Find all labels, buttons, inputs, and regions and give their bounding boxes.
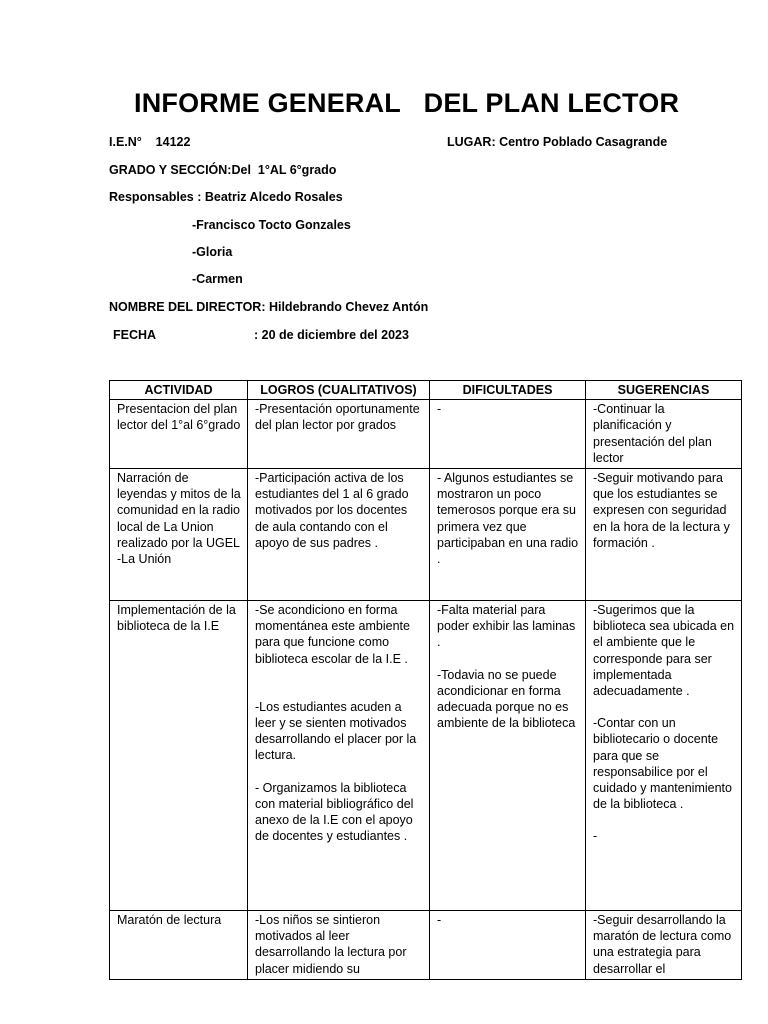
responsable-2: -Francisco Tocto Gonzales	[192, 218, 351, 232]
report-table	[109, 380, 742, 980]
cell-text: -Se acondiciono en forma momentánea este ambiente para que funcione como biblioteca escolar de la I.E .	[255, 603, 410, 666]
cell-sugerencias	[586, 400, 742, 469]
cell-text: Implementación de la biblioteca de la I.E	[117, 603, 236, 634]
cell-text: -	[593, 829, 598, 844]
cell-text: Narración de leyendas y mitos de la comunidad en la radio local de La Union realizado por la UGEL -La Unión	[117, 471, 241, 567]
cell-text: -Contar con un bibliotecario o docente para que se responsabilice por el cuidado y mantenimiento de la biblioteca .	[593, 716, 732, 812]
grado-seccion: GRADO Y SECCIÓN:Del 1°AL 6°grado	[109, 163, 337, 177]
header-actividad: ACTIVIDAD	[110, 381, 248, 400]
cell-text: - Algunos estudiantes se mostraron un poco temerosos porque era su primera vez que participaban en una radio .	[437, 471, 579, 567]
cell-text: -Falta material para poder exhibir las laminas .	[437, 603, 576, 650]
lugar: LUGAR: Centro Poblado Casagrande	[447, 135, 668, 149]
cell-logros	[248, 601, 430, 911]
ie-number: I.E.N° 14122	[109, 135, 191, 149]
cell-text: -	[437, 402, 442, 417]
cell-dificultades	[430, 469, 586, 601]
cell-actividad	[110, 601, 248, 911]
cell-text: -Los niños se sintieron motivados al leer desarrollando la lectura por placer midiendo su	[255, 913, 407, 976]
cell-logros	[248, 469, 430, 601]
table-row	[110, 400, 742, 469]
table-header-row	[110, 381, 742, 400]
cell-text: -Presentación oportunamente del plan lector por grados	[255, 402, 420, 433]
header-dificultades: DIFICULTADES	[430, 381, 586, 400]
cell-dificultades	[430, 911, 586, 980]
cell-text: -Sugerimos que la biblioteca sea ubicada en el ambiente que le corresponde para ser implementada adecuadamente .	[593, 603, 735, 699]
cell-text: -	[437, 913, 442, 928]
header-sugerencias: SUGERENCIAS	[586, 381, 742, 400]
fecha-label: FECHA	[113, 328, 157, 342]
cell-logros	[248, 400, 430, 469]
cell-text: -Continuar la planificación y presentación del plan lector	[593, 402, 712, 465]
cell-text: -Seguir motivando para que los estudiantes se expresen con seguridad en la hora de la lectura y formación .	[593, 471, 730, 550]
cell-text: Maratón de lectura	[117, 913, 222, 928]
responsables-line: Responsables : Beatriz Alcedo Rosales	[109, 190, 343, 204]
fecha-value: : 20 de diciembre del 2023	[254, 328, 409, 342]
cell-actividad	[110, 911, 248, 980]
cell-sugerencias	[586, 911, 742, 980]
cell-dificultades	[430, 400, 586, 469]
cell-text: -Participación activa de los estudiantes del 1 al 6 grado motivados por los docentes de aula contando con el apoyo de sus padres .	[255, 471, 409, 550]
cell-logros	[248, 911, 430, 980]
table-row	[110, 911, 742, 980]
table-row	[110, 469, 742, 601]
cell-text: -Todavia no se puede acondicionar en forma adecuada porque no es ambiente de la biblioteca	[437, 667, 576, 731]
table-row	[110, 601, 742, 911]
cell-actividad	[110, 400, 248, 469]
cell-actividad	[110, 469, 248, 601]
director-name: NOMBRE DEL DIRECTOR: Hildebrando Chevez Antón	[109, 300, 429, 314]
cell-text: -Los estudiantes acuden a leer y se sienten motivados desarrollando el placer por la lectura.	[255, 699, 417, 763]
responsable-4: -Carmen	[192, 272, 243, 286]
cell-text: Presentacion del plan lector del 1°al 6°grado	[117, 402, 241, 433]
header-logros: LOGROS (CUALITATIVOS)	[248, 381, 430, 400]
cell-dificultades	[430, 601, 586, 911]
cell-sugerencias	[586, 469, 742, 601]
document-title: INFORME GENERAL DEL PLAN LECTOR	[134, 88, 680, 118]
cell-text: -Seguir desarrollando la maratón de lectura como una estrategia para desarrollar el	[593, 913, 732, 976]
cell-sugerencias	[586, 601, 742, 911]
responsable-3: -Gloria	[192, 245, 233, 259]
cell-text: - Organizamos la biblioteca con material bibliográfico del anexo de la I.E con el apoyo de docentes y estudiantes .	[255, 780, 414, 844]
